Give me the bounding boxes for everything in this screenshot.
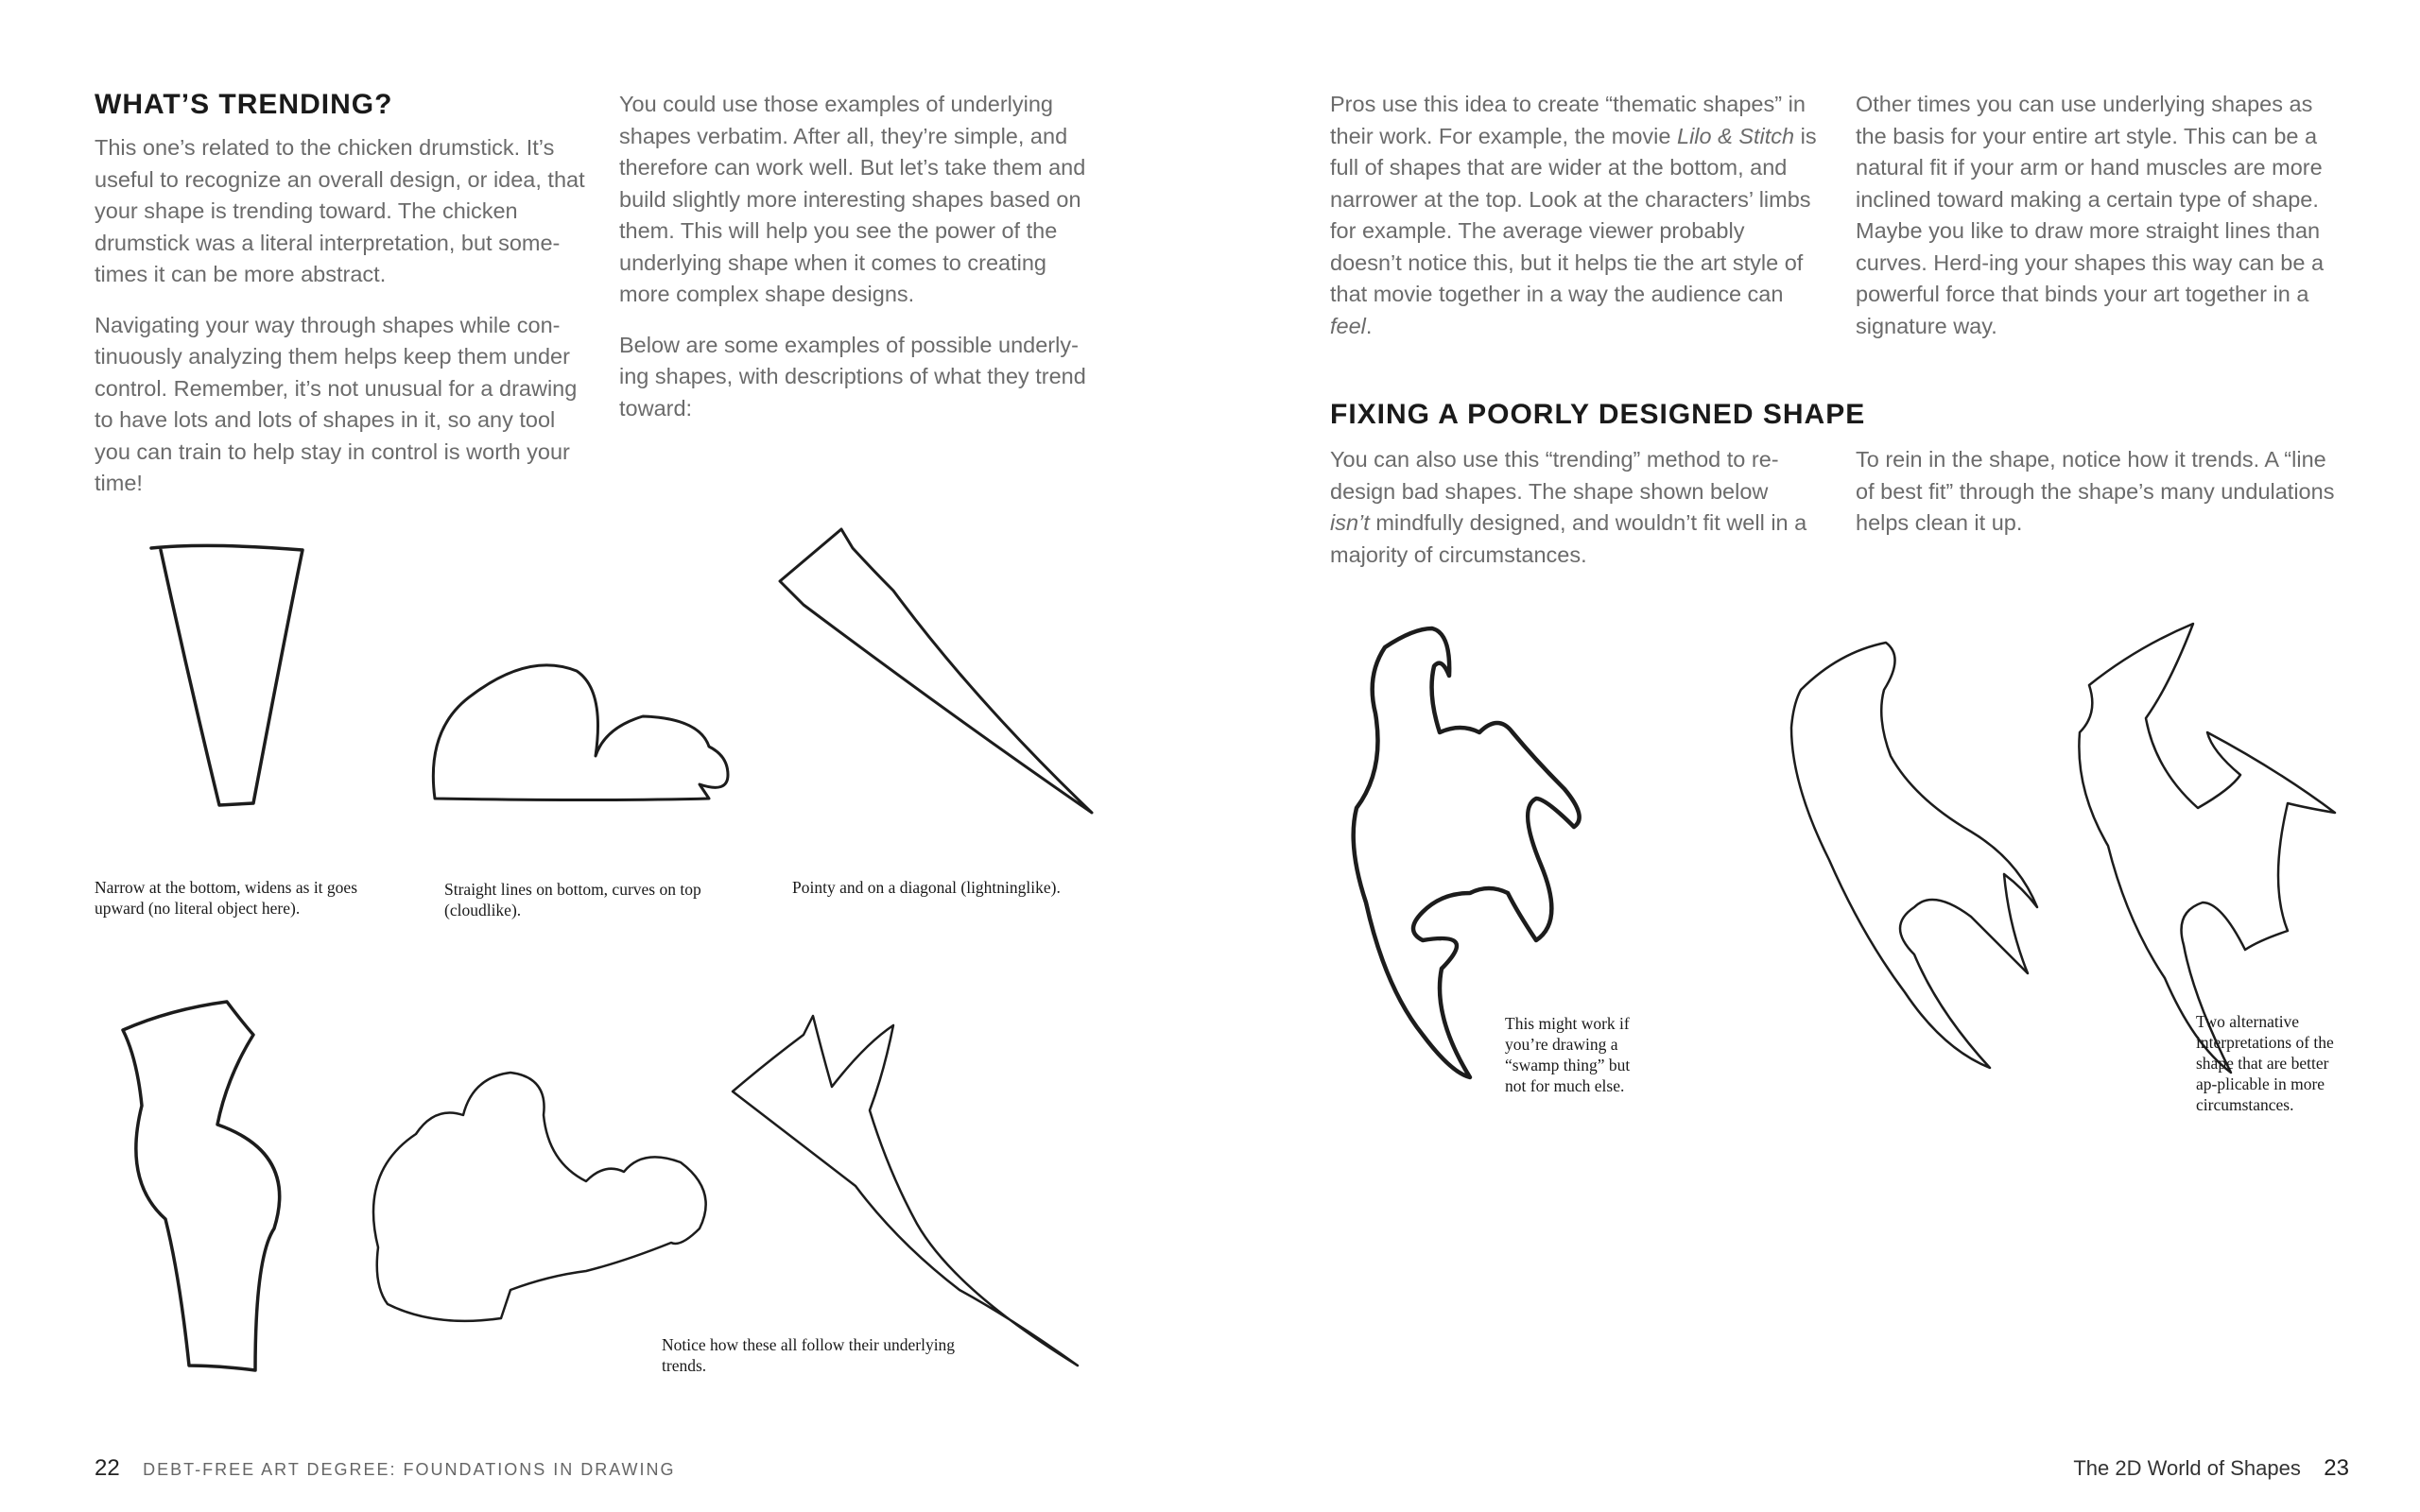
vase-shape-drawing xyxy=(113,992,350,1380)
left-column-1 xyxy=(95,132,586,519)
heading-whats-trending: WHAT’S TRENDING? xyxy=(95,89,393,120)
caption-swamp-thing: This might work if you’re drawing a “swamp thing” but not for much else. xyxy=(1505,1014,1631,1095)
paragraph: You could use those examples of underlying shapes verbatim. After all, they’re simple, and therefore can work well. But let’s take them and build slightly more interesting shapes based on them. This will help you see the power of the underlying shape when it comes to creating more complex shape designs. xyxy=(619,92,1086,306)
paragraph: Navigating your way through shapes while con-tinuously analyzing them helps keep them under control. Remember, it’s not unusual for a drawing to have lots and lots of shapes in it, so any tool you can train to help stay in control is worth your time! xyxy=(95,312,578,495)
right-column-2-top xyxy=(1856,89,2347,361)
page-number: 22 xyxy=(95,1455,120,1481)
caption-alternatives: Two alternative interpretations of the shape that are better ap-plicable in more circumstances. xyxy=(2196,1012,2334,1114)
left-folio xyxy=(95,1455,676,1482)
running-head: The 2D World of Shapes xyxy=(2073,1456,2301,1480)
left-column-2 xyxy=(619,89,1101,443)
caption-cloud: Straight lines on bottom, curves on top (cloudlike). xyxy=(444,880,701,919)
paragraph: To rein in the shape, notice how it trends. A “line of best fit” through the shape’s many undulations helps clean it up. xyxy=(1856,447,2335,535)
paragraph: You can also use this “trending” method to re-design bad shapes. The shape shown below isn’t mindfully designed, and wouldn’t fit well in a majority of circumstances. xyxy=(1330,447,1807,567)
page-number: 23 xyxy=(2324,1455,2349,1481)
alternative-shape-1-drawing xyxy=(1772,633,2094,1077)
complex-lightning-shape-drawing xyxy=(728,1006,1106,1375)
paragraph: This one’s related to the chicken drumstick. It’s useful to recognize an overall design, or idea, that your shape is trending toward. The chicken drumstick was a literal interpretation, but some-times it can be more abstract. xyxy=(95,135,585,286)
right-column-1-top xyxy=(1330,89,1822,361)
heading-fixing-shape: FIXING A POORLY DESIGNED SHAPE xyxy=(1330,399,1866,430)
right-page xyxy=(1210,0,2420,1512)
caption-funnel: Narrow at the bottom, widens as it goes upward (no literal object here). xyxy=(95,878,358,918)
lightning-shape-drawing xyxy=(766,520,1106,832)
caption-underlying-trends: Notice how these all follow their underlying trends. xyxy=(662,1335,956,1375)
running-head: DEBT-FREE ART DEGREE: FOUNDATIONS IN DRAWING xyxy=(143,1460,676,1479)
funnel-shape-drawing xyxy=(132,529,321,813)
cloud-shape-drawing xyxy=(416,643,747,832)
right-column-1-bottom xyxy=(1330,444,1812,590)
paragraph: Other times you can use underlying shapes as the basis for your entire art style. This can be a natural fit if your arm or hand muscles are more inclined toward making a certain type of shape. Maybe you like to draw more straight lines than curves. Herd-ing your shapes this way can be a powerful force that binds your art together in a signature way. xyxy=(1856,92,2325,338)
right-folio xyxy=(2073,1455,2349,1482)
caption-lightning: Pointy and on a diagonal (lightninglike). xyxy=(792,878,1061,897)
right-column-2-bottom xyxy=(1856,444,2347,558)
paragraph: Below are some examples of possible underly-ing shapes, with descriptions of what they trend toward: xyxy=(619,332,1086,421)
complex-cloud-shape-drawing xyxy=(359,1058,737,1342)
paragraph: Pros use this idea to create “thematic shapes” in their work. For example, the movie Lilo & Stitch is full of shapes that are wider at the bottom, and narrower at the top. Look at the characters’ limbs for example. The average viewer probably doesn’t notice this, but it helps tie the art style of that movie together in a way the audience can feel. xyxy=(1330,92,1817,338)
